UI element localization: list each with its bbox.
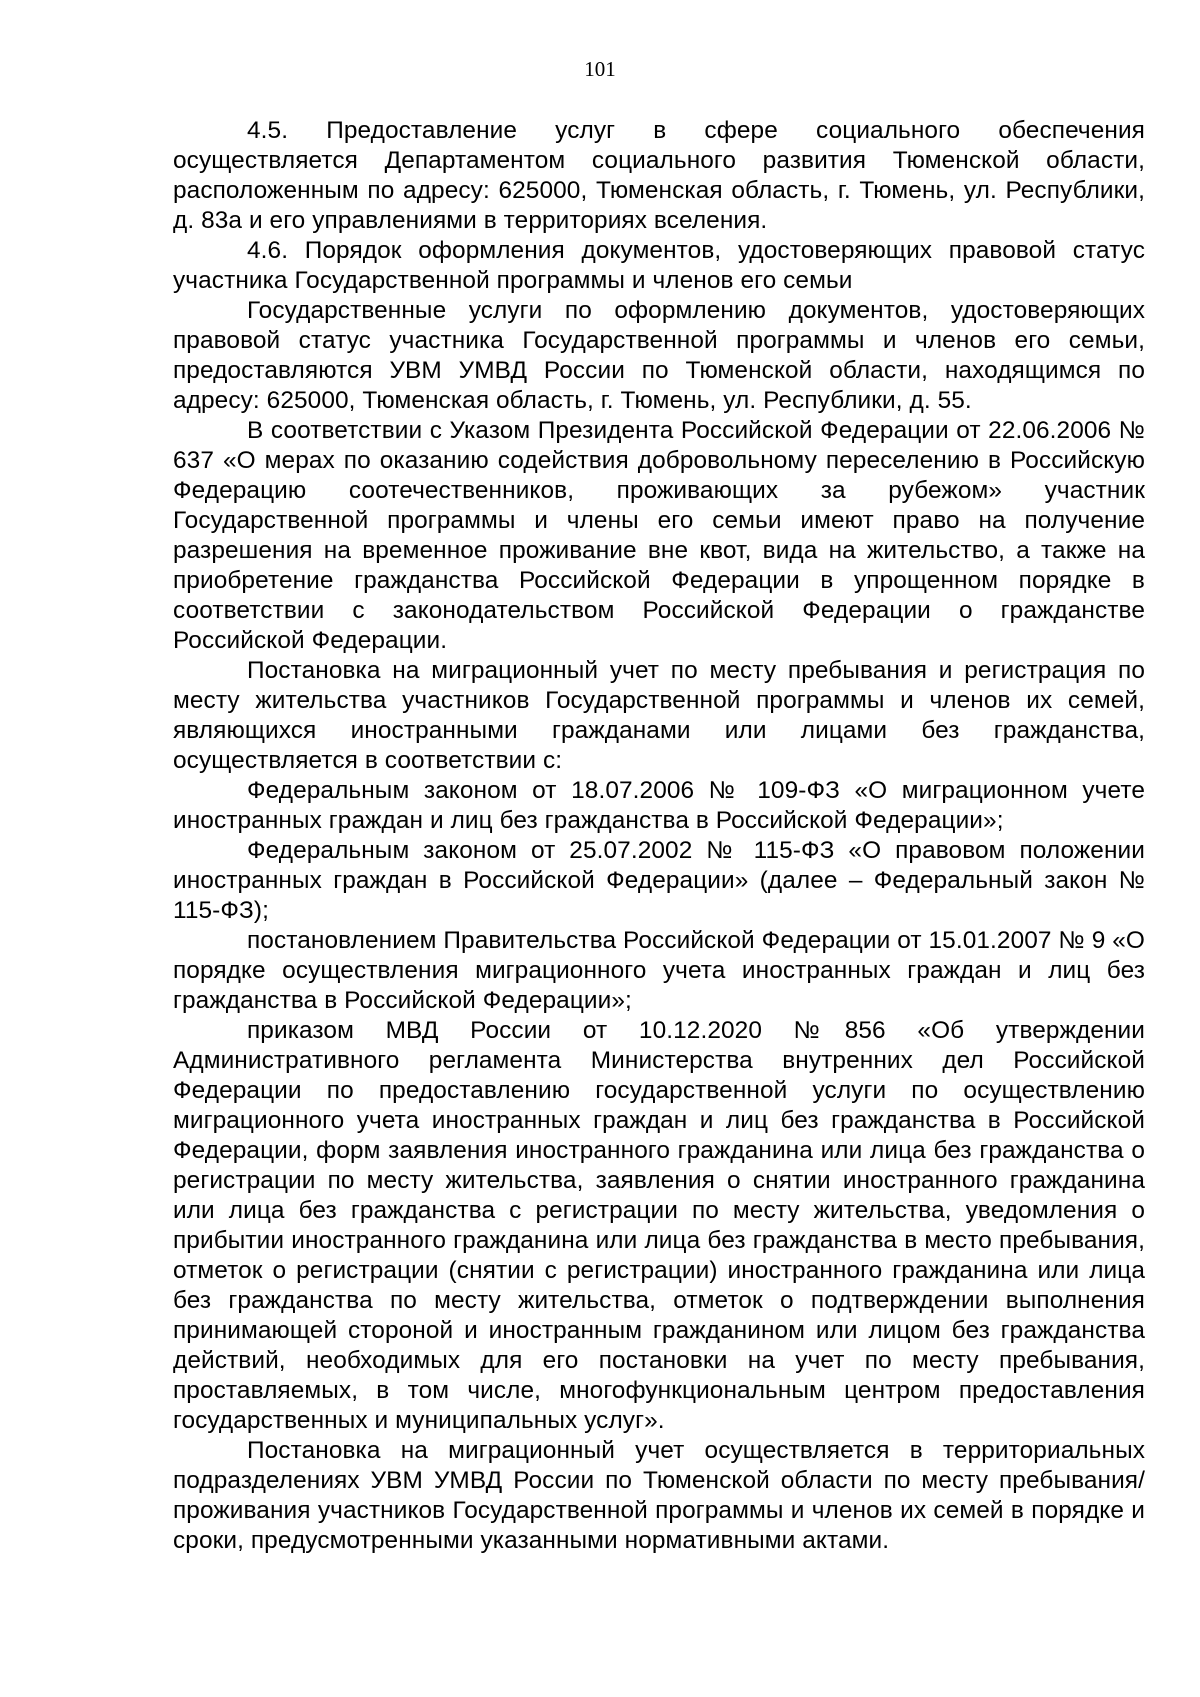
paragraph-4-6-heading: 4.6. Порядок оформления документов, удостоверяющих правовой статус участника Государственной программы и членов его семьи [173, 237, 1145, 294]
paragraph-mvd-order: приказом МВД России от 10.12.2020 №856 «Об утверждении Административного регламента Министерства внутренних дел Российской Федерации по предоставлению государственной услуги по осуществлению миграционного учета иностранных граждан и лиц без гражданства в Российской Федерации, форм заявления иностранного гражданина или лица без гражданства о регистрации по месту жительства, заявления о снятии иностранного гражданина или лица без гражданства с регистрации по месту жительства, уведомления о прибытии иностранного гражданина или лица без гражданства в место пребывания, отметок о регистрации (снятии с регистрации) иностранного гражданина или лица без гражданства по месту жительства, отметок о подтверждении выполнения принимающей стороной и иностранным гражданином или лицом без гражданства действий, необходимых для его постановки на учет по месту пребывания, проставляемых, в том числе, многофункциональным центром предоставления государственных и муниципальных услуг». [173, 1017, 1145, 1434]
page-number: 101 [584, 57, 616, 81]
paragraph-state-services: Государственные услуги по оформлению документов, удостоверяющих правовой статус участника Государственной программы и членов его семьи, предоставляются УВМ УМВД России по Тюменской области, находящимся по адресу: 625000, Тюменская область, г. Тюмень, ул. Республики, д. 55. [173, 297, 1145, 414]
paragraph-migration-registration: Постановка на миграционный учет по месту пребывания и регистрация по месту жительства участников Государственной программы и членов их семей, являющихся иностранными гражданами или лицами без гражданства, осуществляется в соответствии с: [173, 657, 1145, 774]
paragraph-government-resolution: постановлением Правительства Российской Федерации от 15.01.2007 № 9 «О порядке осуществления миграционного учета иностранных граждан и лиц без гражданства в Российской Федерации»; [173, 927, 1145, 1014]
paragraph-law-115-fz: Федеральным законом от 25.07.2002 № 115-ФЗ «О правовом положении иностранных граждан в Российской Федерации» (далее – Федеральный закон № 115-ФЗ); [173, 837, 1145, 924]
paragraph-law-109-fz: Федеральным законом от 18.07.2006 № 109-ФЗ «О миграционном учете иностранных граждан и лиц без гражданства в Российской Федерации»; [173, 777, 1145, 834]
document-body [173, 116, 1145, 1556]
paragraph-registration-procedure: Постановка на миграционный учет осуществляется в территориальных подразделениях УВМ УМВД России по Тюменской области по месту пребывания/проживания участников Государственной программы и членов их семей в порядке и сроки, предусмотренными указанными нормативными актами. [173, 1437, 1145, 1554]
paragraph-presidential-decree: В соответствии с Указом Президента Российской Федерации от 22.06.2006 № 637 «О мерах по оказанию содействия добровольному переселению в Российскую Федерацию соотечественников, проживающих за рубежом» участник Государственной программы и члены его семьи имеют право на получение разрешения на временное проживание вне квот, вида на жительство, а также на приобретение гражданства Российской Федерации в упрощенном порядке в соответствии с законодательством Российской Федерации о гражданстве Российской Федерации. [173, 417, 1145, 654]
paragraph-4-5: 4.5. Предоставление услуг в сфере социального обеспечения осуществляется Департаментом социального развития Тюменской области, расположенным по адресу: 625000, Тюменская область, г. Тюмень, ул. Республики, д. 83а и его управлениями в территориях вселения. [173, 117, 1145, 234]
